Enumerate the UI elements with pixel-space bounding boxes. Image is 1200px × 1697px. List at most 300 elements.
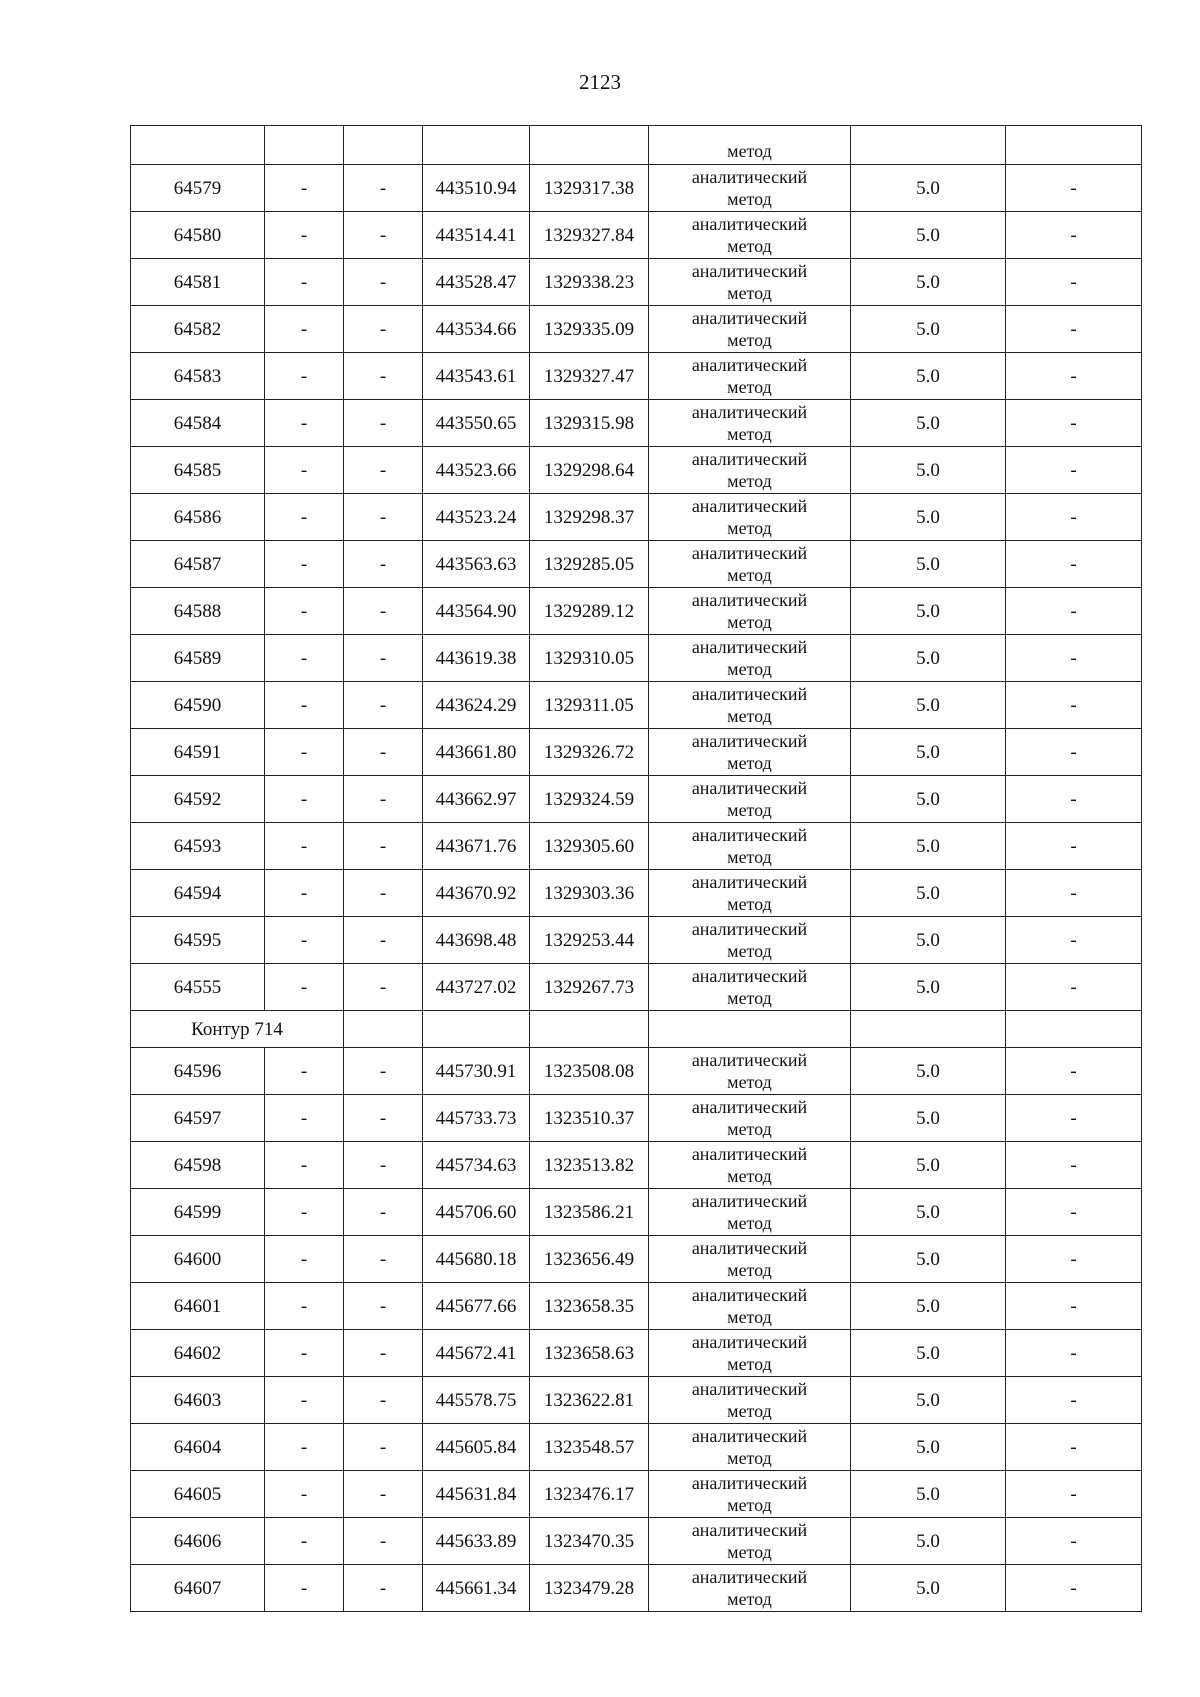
cell-point: 64583 xyxy=(131,353,265,400)
method-text: аналитический xyxy=(691,684,808,704)
method-text: аналитический xyxy=(691,1050,808,1070)
cell-point: 64588 xyxy=(131,588,265,635)
cell-point: 64593 xyxy=(131,823,265,870)
cell-point: 64590 xyxy=(131,682,265,729)
cell-col3: - xyxy=(344,259,423,306)
cell-x: 443550.65 xyxy=(423,400,530,447)
cell-x: 445661.34 xyxy=(423,1565,530,1612)
cell-col2: - xyxy=(265,682,344,729)
cell-point: 64586 xyxy=(131,494,265,541)
cell-point: 64585 xyxy=(131,447,265,494)
cell-y: 1329327.47 xyxy=(530,353,649,400)
method-text: аналитический xyxy=(691,1426,808,1446)
cell-col8: - xyxy=(1006,1095,1142,1142)
cell-x xyxy=(423,1011,530,1048)
table-row xyxy=(131,682,1142,729)
cell-x: 443624.29 xyxy=(423,682,530,729)
contour-header-row xyxy=(131,1011,1142,1048)
method-text: метод xyxy=(727,1260,772,1280)
cell-col2: - xyxy=(265,1565,344,1612)
cell-accuracy: 5.0 xyxy=(851,1283,1006,1330)
cell-col3: - xyxy=(344,447,423,494)
method-text: метод xyxy=(727,471,772,491)
method-text: метод xyxy=(727,424,772,444)
table-row xyxy=(131,1424,1142,1471)
cell-y: 1329303.36 xyxy=(530,870,649,917)
cell-y: 1329338.23 xyxy=(530,259,649,306)
cell-col8: - xyxy=(1006,1565,1142,1612)
cell-point: 64607 xyxy=(131,1565,265,1612)
cell-method xyxy=(649,1048,851,1095)
method-text: аналитический xyxy=(691,355,808,375)
cell-accuracy: 5.0 xyxy=(851,823,1006,870)
cell-col2: - xyxy=(265,635,344,682)
method-text: аналитический xyxy=(691,402,808,422)
table-row xyxy=(131,1095,1142,1142)
cell-col2: - xyxy=(265,165,344,212)
cell-accuracy: 5.0 xyxy=(851,1471,1006,1518)
table-row xyxy=(131,259,1142,306)
cell-col3: - xyxy=(344,1189,423,1236)
cell-col3: - xyxy=(344,165,423,212)
cell-col2: - xyxy=(265,541,344,588)
cell-col3: - xyxy=(344,353,423,400)
table-row xyxy=(131,1518,1142,1565)
cell-col2: - xyxy=(265,588,344,635)
method-text: аналитический xyxy=(691,167,808,187)
cell-col3: - xyxy=(344,306,423,353)
method-text: аналитический xyxy=(691,966,808,986)
cell-col8: - xyxy=(1006,1189,1142,1236)
method-text: метод xyxy=(727,283,772,303)
cell-method xyxy=(649,259,851,306)
cell-x: 445633.89 xyxy=(423,1518,530,1565)
method-text: метод xyxy=(727,236,772,256)
method-text: метод xyxy=(727,847,772,867)
method-text: аналитический xyxy=(691,1520,808,1540)
method-text: аналитический xyxy=(691,1097,808,1117)
cell-col3: - xyxy=(344,1048,423,1095)
table-row xyxy=(131,870,1142,917)
cell-point: 64603 xyxy=(131,1377,265,1424)
method-text: метод xyxy=(727,894,772,914)
cell-y: 1329311.05 xyxy=(530,682,649,729)
cell-col2: - xyxy=(265,1189,344,1236)
cell-col8 xyxy=(1006,126,1142,165)
method-text: аналитический xyxy=(691,1191,808,1211)
cell-accuracy: 5.0 xyxy=(851,870,1006,917)
cell-col3: - xyxy=(344,588,423,635)
cell-col2: - xyxy=(265,823,344,870)
cell-point: 64591 xyxy=(131,729,265,776)
cell-col2: - xyxy=(265,1142,344,1189)
cell-y: 1329305.60 xyxy=(530,823,649,870)
method-text: аналитический xyxy=(691,449,808,469)
method-text: метод xyxy=(727,1213,772,1233)
cell-col2: - xyxy=(265,729,344,776)
cell-x: 443698.48 xyxy=(423,917,530,964)
cell-accuracy: 5.0 xyxy=(851,1424,1006,1471)
cell-col2: - xyxy=(265,400,344,447)
cell-accuracy: 5.0 xyxy=(851,917,1006,964)
cell-col2: - xyxy=(265,1424,344,1471)
cell-accuracy: 5.0 xyxy=(851,729,1006,776)
method-text: метод xyxy=(727,189,772,209)
table-row xyxy=(131,917,1142,964)
cell-method xyxy=(649,165,851,212)
cell-col8: - xyxy=(1006,259,1142,306)
cell-x xyxy=(423,126,530,165)
cell-point: 64599 xyxy=(131,1189,265,1236)
cell-col8: - xyxy=(1006,165,1142,212)
cell-y: 1323479.28 xyxy=(530,1565,649,1612)
method-text: метод xyxy=(727,1448,772,1468)
method-text: метод xyxy=(727,1072,772,1092)
method-text: метод xyxy=(727,706,772,726)
cell-method xyxy=(649,126,851,165)
cell-point: 64589 xyxy=(131,635,265,682)
cell-col2: - xyxy=(265,1048,344,1095)
cell-col8: - xyxy=(1006,1236,1142,1283)
cell-x: 443662.97 xyxy=(423,776,530,823)
cell-y: 1323658.63 xyxy=(530,1330,649,1377)
cell-point: 64598 xyxy=(131,1142,265,1189)
cell-x: 445672.41 xyxy=(423,1330,530,1377)
cell-y xyxy=(530,126,649,165)
method-text: метод xyxy=(727,1354,772,1374)
cell-col2: - xyxy=(265,870,344,917)
table-row xyxy=(131,447,1142,494)
cell-method xyxy=(649,776,851,823)
cell-col8: - xyxy=(1006,212,1142,259)
cell-x: 443670.92 xyxy=(423,870,530,917)
cell-point: 64587 xyxy=(131,541,265,588)
cell-accuracy: 5.0 xyxy=(851,306,1006,353)
cell-method xyxy=(649,1142,851,1189)
table-row xyxy=(131,353,1142,400)
cell-method xyxy=(649,588,851,635)
cell-y: 1329315.98 xyxy=(530,400,649,447)
cell-point: 64582 xyxy=(131,306,265,353)
method-text: аналитический xyxy=(691,919,808,939)
method-text: метод xyxy=(727,518,772,538)
method-text: метод xyxy=(727,753,772,773)
method-text: аналитический xyxy=(691,637,808,657)
cell-accuracy xyxy=(851,1011,1006,1048)
cell-accuracy: 5.0 xyxy=(851,447,1006,494)
cell-x: 445733.73 xyxy=(423,1095,530,1142)
cell-y: 1323513.82 xyxy=(530,1142,649,1189)
table-row xyxy=(131,1377,1142,1424)
cell-y: 1329253.44 xyxy=(530,917,649,964)
cell-col3: - xyxy=(344,917,423,964)
cell-col3: - xyxy=(344,1095,423,1142)
cell-y: 1329327.84 xyxy=(530,212,649,259)
table-row xyxy=(131,588,1142,635)
cell-col3: - xyxy=(344,1471,423,1518)
cell-accuracy: 5.0 xyxy=(851,682,1006,729)
method-text: метод xyxy=(727,1401,772,1421)
cell-method xyxy=(649,1377,851,1424)
cell-y: 1329298.64 xyxy=(530,447,649,494)
table-row xyxy=(131,1283,1142,1330)
cell-col8: - xyxy=(1006,588,1142,635)
cell-col2: - xyxy=(265,1518,344,1565)
table-row xyxy=(131,1048,1142,1095)
cell-method xyxy=(649,1471,851,1518)
cell-x: 445730.91 xyxy=(423,1048,530,1095)
cell-col2: - xyxy=(265,212,344,259)
cell-accuracy: 5.0 xyxy=(851,964,1006,1011)
cell-x: 445680.18 xyxy=(423,1236,530,1283)
cell-point: 64601 xyxy=(131,1283,265,1330)
table-row xyxy=(131,1471,1142,1518)
cell-col2: - xyxy=(265,917,344,964)
cell-accuracy: 5.0 xyxy=(851,1189,1006,1236)
cell-accuracy: 5.0 xyxy=(851,1330,1006,1377)
cell-point: 64594 xyxy=(131,870,265,917)
cell-col8: - xyxy=(1006,1377,1142,1424)
method-text: метод xyxy=(727,330,772,350)
cell-col3: - xyxy=(344,635,423,682)
cell-point: 64579 xyxy=(131,165,265,212)
cell-col8: - xyxy=(1006,776,1142,823)
cell-x: 443534.66 xyxy=(423,306,530,353)
cell-col3: - xyxy=(344,1377,423,1424)
cell-y: 1323656.49 xyxy=(530,1236,649,1283)
cell-point: 64604 xyxy=(131,1424,265,1471)
cell-col2: - xyxy=(265,1095,344,1142)
cell-x: 443563.63 xyxy=(423,541,530,588)
cell-point: 64584 xyxy=(131,400,265,447)
cell-col2: - xyxy=(265,1471,344,1518)
cell-accuracy: 5.0 xyxy=(851,541,1006,588)
cell-x: 443523.66 xyxy=(423,447,530,494)
table-row xyxy=(131,1330,1142,1377)
cell-y: 1323470.35 xyxy=(530,1518,649,1565)
method-text: метод xyxy=(727,141,772,161)
cell-col2: - xyxy=(265,306,344,353)
cell-col8: - xyxy=(1006,1048,1142,1095)
cell-accuracy: 5.0 xyxy=(851,1142,1006,1189)
cell-method xyxy=(649,494,851,541)
cell-col3: - xyxy=(344,1283,423,1330)
table-row xyxy=(131,306,1142,353)
table-row xyxy=(131,1189,1142,1236)
table-row xyxy=(131,1565,1142,1612)
cell-method xyxy=(649,447,851,494)
cell-y: 1323508.08 xyxy=(530,1048,649,1095)
method-text: аналитический xyxy=(691,214,808,234)
cell-col8: - xyxy=(1006,1283,1142,1330)
cell-accuracy: 5.0 xyxy=(851,1236,1006,1283)
continuation-row xyxy=(131,126,1142,165)
table-row xyxy=(131,823,1142,870)
table-row xyxy=(131,776,1142,823)
method-text: аналитический xyxy=(691,1473,808,1493)
cell-col3: - xyxy=(344,1518,423,1565)
table-row xyxy=(131,1236,1142,1283)
cell-col3: - xyxy=(344,1236,423,1283)
method-text: метод xyxy=(727,1542,772,1562)
cell-col8: - xyxy=(1006,729,1142,776)
cell-point: 64580 xyxy=(131,212,265,259)
cell-method xyxy=(649,1330,851,1377)
cell-method xyxy=(649,1236,851,1283)
cell-method xyxy=(649,635,851,682)
cell-col3: - xyxy=(344,1424,423,1471)
cell-col2: - xyxy=(265,1377,344,1424)
method-text: метод xyxy=(727,1495,772,1515)
cell-y: 1329267.73 xyxy=(530,964,649,1011)
contour-label: Контур 714 xyxy=(131,1011,344,1048)
cell-col8: - xyxy=(1006,870,1142,917)
cell-point: 64602 xyxy=(131,1330,265,1377)
cell-x: 445578.75 xyxy=(423,1377,530,1424)
cell-col8: - xyxy=(1006,1471,1142,1518)
method-text: метод xyxy=(727,1589,772,1609)
cell-x: 445677.66 xyxy=(423,1283,530,1330)
cell-col3: - xyxy=(344,494,423,541)
cell-accuracy: 5.0 xyxy=(851,588,1006,635)
method-text: аналитический xyxy=(691,1285,808,1305)
cell-y: 1323622.81 xyxy=(530,1377,649,1424)
method-text: метод xyxy=(727,1119,772,1139)
cell-method xyxy=(649,917,851,964)
cell-col8: - xyxy=(1006,400,1142,447)
method-text: аналитический xyxy=(691,731,808,751)
method-text: метод xyxy=(727,1166,772,1186)
cell-col8 xyxy=(1006,1011,1142,1048)
cell-col3: - xyxy=(344,823,423,870)
cell-y: 1323658.35 xyxy=(530,1283,649,1330)
method-text: аналитический xyxy=(691,1567,808,1587)
cell-x: 445706.60 xyxy=(423,1189,530,1236)
cell-col2: - xyxy=(265,1330,344,1377)
cell-col3: - xyxy=(344,1565,423,1612)
method-text: аналитический xyxy=(691,308,808,328)
cell-accuracy: 5.0 xyxy=(851,1095,1006,1142)
cell-col8: - xyxy=(1006,353,1142,400)
table-row xyxy=(131,635,1142,682)
cell-point: 64555 xyxy=(131,964,265,1011)
method-text: аналитический xyxy=(691,825,808,845)
method-text: метод xyxy=(727,612,772,632)
cell-col8: - xyxy=(1006,447,1142,494)
cell-point: 64596 xyxy=(131,1048,265,1095)
cell-y: 1329285.05 xyxy=(530,541,649,588)
cell-y: 1329335.09 xyxy=(530,306,649,353)
cell-col2: - xyxy=(265,353,344,400)
cell-method xyxy=(649,870,851,917)
table-row xyxy=(131,541,1142,588)
cell-x: 443619.38 xyxy=(423,635,530,682)
method-text: метод xyxy=(727,377,772,397)
cell-method xyxy=(649,682,851,729)
cell-accuracy: 5.0 xyxy=(851,776,1006,823)
cell-y: 1329289.12 xyxy=(530,588,649,635)
cell-method xyxy=(649,306,851,353)
cell-col3: - xyxy=(344,964,423,1011)
cell-col3: - xyxy=(344,541,423,588)
page-number: 2123 xyxy=(579,70,621,94)
table-row xyxy=(131,494,1142,541)
cell-col8: - xyxy=(1006,494,1142,541)
cell-method xyxy=(649,823,851,870)
cell-x: 443564.90 xyxy=(423,588,530,635)
cell-x: 445734.63 xyxy=(423,1142,530,1189)
cell-y: 1329310.05 xyxy=(530,635,649,682)
cell-col3: - xyxy=(344,400,423,447)
method-text: метод xyxy=(727,941,772,961)
cell-x: 443528.47 xyxy=(423,259,530,306)
cell-col8: - xyxy=(1006,964,1142,1011)
cell-x: 443514.41 xyxy=(423,212,530,259)
method-text: аналитический xyxy=(691,778,808,798)
cell-col3: - xyxy=(344,1142,423,1189)
cell-col2: - xyxy=(265,494,344,541)
method-text: аналитический xyxy=(691,496,808,516)
cell-x: 443727.02 xyxy=(423,964,530,1011)
cell-col8: - xyxy=(1006,917,1142,964)
method-text: метод xyxy=(727,565,772,585)
cell-x: 443543.61 xyxy=(423,353,530,400)
cell-method xyxy=(649,1565,851,1612)
cell-method xyxy=(649,541,851,588)
cell-method xyxy=(649,1424,851,1471)
table-body xyxy=(131,126,1142,1612)
cell-col2: - xyxy=(265,1236,344,1283)
coordinates-table xyxy=(130,125,1142,1612)
cell-col2: - xyxy=(265,776,344,823)
cell-point: 64605 xyxy=(131,1471,265,1518)
cell-accuracy: 5.0 xyxy=(851,400,1006,447)
cell-accuracy: 5.0 xyxy=(851,259,1006,306)
method-text: метод xyxy=(727,659,772,679)
cell-col2: - xyxy=(265,964,344,1011)
cell-col3: - xyxy=(344,212,423,259)
cell-accuracy: 5.0 xyxy=(851,1377,1006,1424)
cell-col3: - xyxy=(344,870,423,917)
table-row xyxy=(131,400,1142,447)
cell-method xyxy=(649,729,851,776)
cell-y: 1323476.17 xyxy=(530,1471,649,1518)
method-text: аналитический xyxy=(691,1238,808,1258)
cell-method xyxy=(649,1283,851,1330)
cell-col8: - xyxy=(1006,541,1142,588)
cell-x: 445631.84 xyxy=(423,1471,530,1518)
cell-col3 xyxy=(344,1011,423,1048)
cell-accuracy xyxy=(851,126,1006,165)
cell-accuracy: 5.0 xyxy=(851,635,1006,682)
cell-method xyxy=(649,1189,851,1236)
cell-method xyxy=(649,1518,851,1565)
cell-col3: - xyxy=(344,682,423,729)
cell-method xyxy=(649,1095,851,1142)
method-text: метод xyxy=(727,800,772,820)
cell-accuracy: 5.0 xyxy=(851,1518,1006,1565)
cell-x: 443523.24 xyxy=(423,494,530,541)
table-row xyxy=(131,1142,1142,1189)
cell-y xyxy=(530,1011,649,1048)
cell-col8: - xyxy=(1006,1424,1142,1471)
cell-col3: - xyxy=(344,1330,423,1377)
cell-point: 64606 xyxy=(131,1518,265,1565)
method-text: аналитический xyxy=(691,590,808,610)
cell-col2: - xyxy=(265,447,344,494)
table-row xyxy=(131,964,1142,1011)
cell-method xyxy=(649,964,851,1011)
